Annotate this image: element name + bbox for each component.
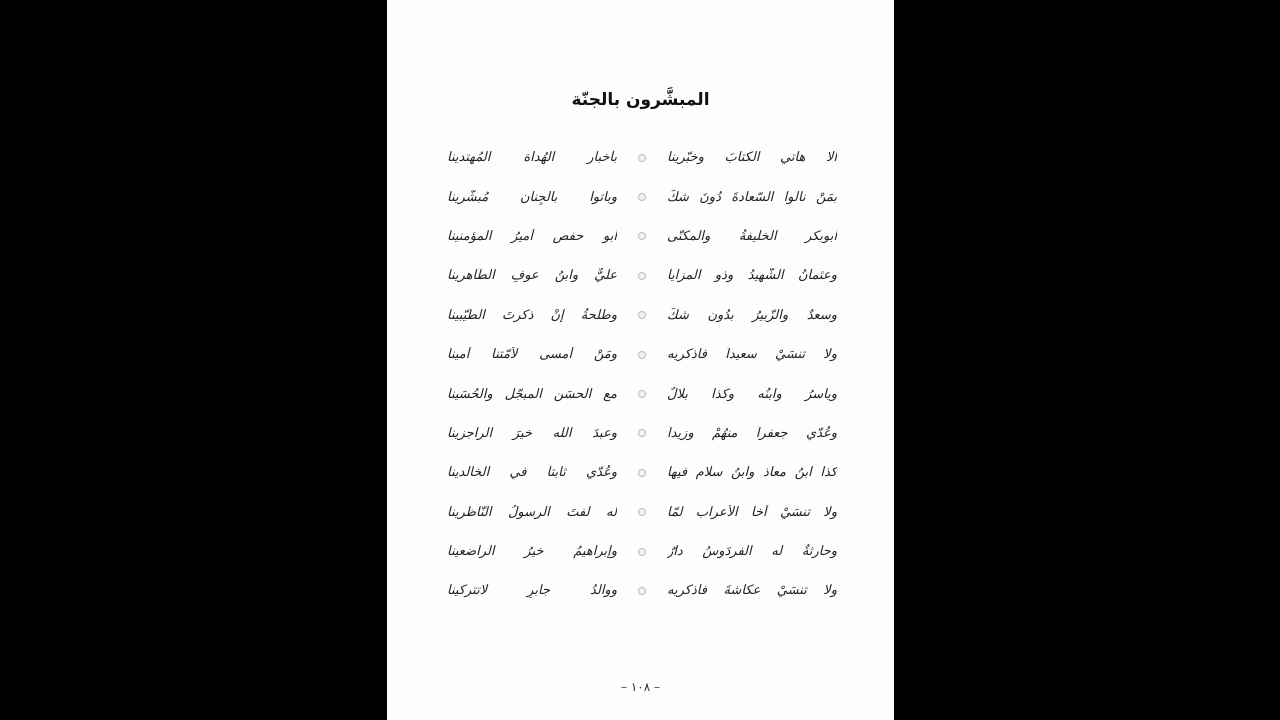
hemistich-second: مع الحسَن المبجّل والحُسَينا xyxy=(447,386,617,402)
hemistich-second: وإبراهيمُ خيرُ الراضعينا xyxy=(447,544,617,560)
hemistich-first: كذا ابنُ معاذ وابنُ سلامٍ فيها xyxy=(667,465,837,481)
hemistich-second: ومَنْ أمسى لأمّتنا أمينا xyxy=(447,347,617,363)
verse-row xyxy=(447,256,837,295)
hemistich-second: ووالدُ جابرٍ لاتتركينا xyxy=(447,583,617,599)
hemistich-first: وعُدّي جعفراً منهُمْ وزيداً xyxy=(667,425,837,441)
separator-dot-icon xyxy=(638,272,646,280)
hemistich-first: ولا تنسَيْ أخا الأعراب لمّا xyxy=(667,504,837,520)
separator-dot-icon xyxy=(638,232,646,240)
hemistich-second: وباتوا بالجِنان مُبشَّرينا xyxy=(447,189,617,205)
separator-dot-icon xyxy=(638,469,646,477)
verse-row xyxy=(447,571,837,610)
hemistich-first: وعثمانُ الشّهيدُ وذو المزايا xyxy=(667,268,837,284)
separator-dot-icon xyxy=(638,154,646,162)
hemistich-second: وطلحةُ إنْ ذكرتَ الطّيّبينا xyxy=(447,307,617,323)
verse-row xyxy=(447,217,837,256)
hemistich-first: ألا هاتي الكتابَ وخبّرينا xyxy=(667,150,837,166)
hemistich-first: وياسرُ وابنُه وكذا بلالٌ xyxy=(667,386,837,402)
verse-row xyxy=(447,138,837,177)
separator-dot-icon xyxy=(638,548,646,556)
hemistich-second: وعُدّي ثابتاً في الخالدينا xyxy=(447,465,617,481)
hemistich-first: وحارثةٌ له الفردَوسُ دارٌ xyxy=(667,544,837,560)
separator-dot-icon xyxy=(638,351,646,359)
hemistich-second: بأخبار الهُداة المُهتدينا xyxy=(447,150,617,166)
hemistich-first: وسعدٌ والزّبيرُ بدُون شكٍّ xyxy=(667,307,837,323)
hemistich-second: له لفتَ الرسولُ النّاظرينا xyxy=(447,504,617,520)
separator-dot-icon xyxy=(638,587,646,595)
hemistich-second: أبو حفصٍ أميرُ المؤمنينا xyxy=(447,228,617,244)
verse-row xyxy=(447,296,837,335)
poem-title: المبشَّرون بالجنّة xyxy=(571,90,710,110)
separator-dot-icon xyxy=(638,508,646,516)
hemistich-first: ولا تنسَيْ سعيداً فاذكريه xyxy=(667,347,837,363)
verse-row xyxy=(447,414,837,453)
verse-row xyxy=(447,532,837,571)
verse-row xyxy=(447,374,837,413)
separator-dot-icon xyxy=(638,390,646,398)
hemistich-first: بمَنْ نالوا السّعادةَ دُونَ شكٍّ xyxy=(667,189,837,205)
book-page xyxy=(387,0,894,720)
verse-row xyxy=(447,335,837,374)
hemistich-second: وعبدَ الله خيرَ الراجزينا xyxy=(447,425,617,441)
separator-dot-icon xyxy=(638,311,646,319)
page-number: – ١٠٨ – xyxy=(621,680,660,694)
separator-dot-icon xyxy=(638,193,646,201)
hemistich-first: أبوبكر الخليفةُ والمكنّى xyxy=(667,228,837,244)
verse-row xyxy=(447,453,837,492)
verse-row xyxy=(447,493,837,532)
hemistich-second: عليٌّ وابنُ عوفِ الطّاهرينا xyxy=(447,268,617,284)
separator-dot-icon xyxy=(638,429,646,437)
poem-body xyxy=(447,138,837,611)
hemistich-first: ولا تنسَيْ عكاشةَ فاذكريه xyxy=(667,583,837,599)
verse-row xyxy=(447,177,837,216)
